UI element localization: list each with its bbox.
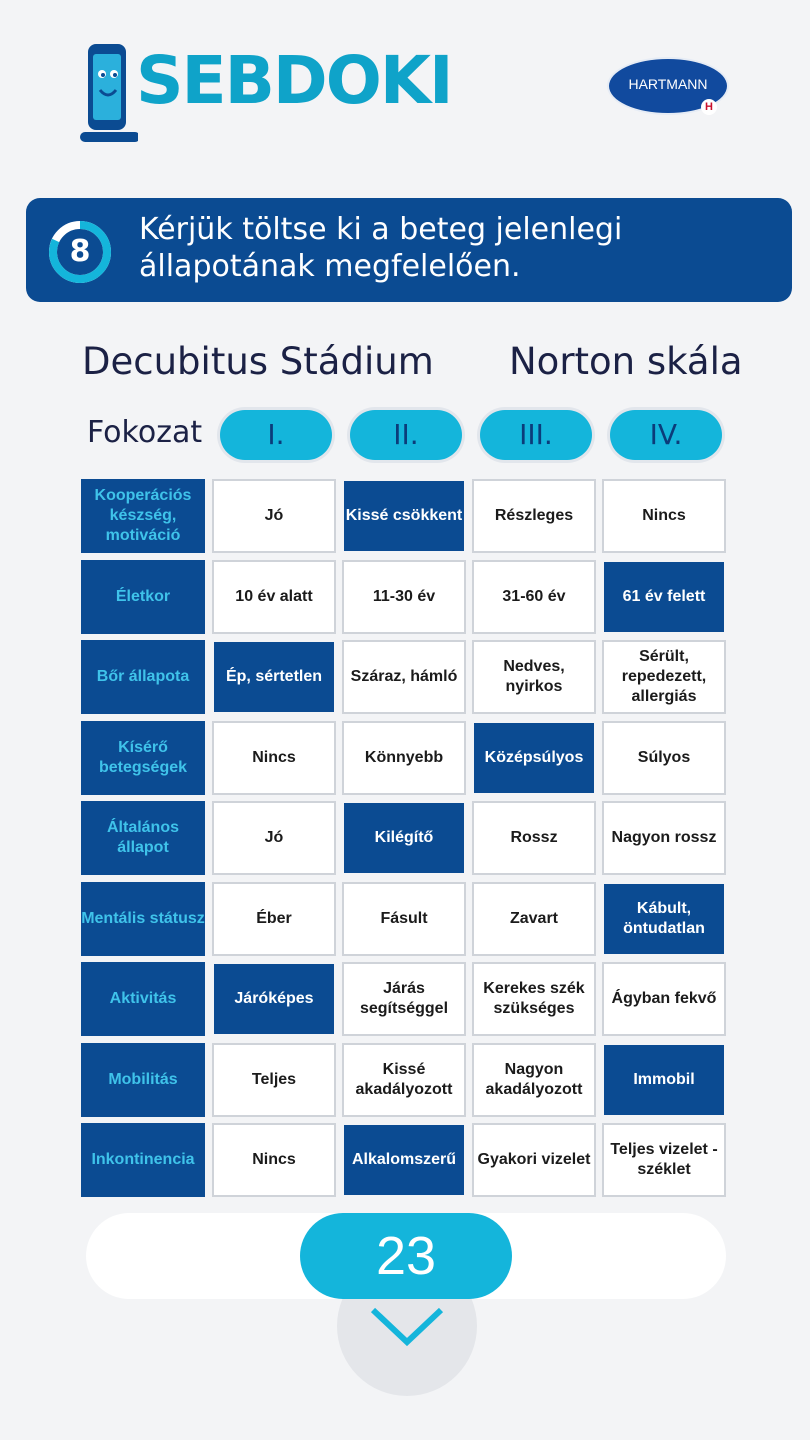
option-cell[interactable]: 11-30 év (342, 560, 466, 634)
option-cell[interactable]: Ágyban fekvő (602, 962, 726, 1036)
row-label: Mentális státusz (81, 882, 205, 956)
step-progress (48, 220, 112, 284)
option-cell[interactable]: Fásult (342, 882, 466, 956)
option-cell[interactable]: Könnyebb (342, 721, 466, 795)
option-cell[interactable]: Kábult, öntudatlan (602, 882, 726, 956)
grade-pill-4: IV. (610, 410, 722, 460)
option-cell[interactable]: Nincs (212, 1123, 336, 1197)
option-cell[interactable]: Jó (212, 479, 336, 553)
option-cell[interactable]: Nincs (212, 721, 336, 795)
row-label: Életkor (81, 560, 205, 634)
instruction-banner (26, 198, 792, 302)
option-cell[interactable]: Teljes (212, 1043, 336, 1117)
option-cell[interactable]: Jó (212, 801, 336, 875)
option-cell[interactable]: Gyakori vizelet (472, 1123, 596, 1197)
grade-pill-1: I. (220, 410, 332, 460)
grade-pill-3: III. (480, 410, 592, 460)
option-cell[interactable]: Járás segítséggel (342, 962, 466, 1036)
option-cell[interactable]: Zavart (472, 882, 596, 956)
sebdoki-logo (78, 40, 452, 150)
option-cell[interactable]: 61 év felett (602, 560, 726, 634)
logo-text: SEBDOKI (136, 42, 452, 119)
option-cell[interactable]: Járóképes (212, 962, 336, 1036)
brand-name: HARTMANN (628, 76, 708, 92)
decubitus-title: Decubitus Stádium (82, 340, 434, 383)
phone-mascot-icon (78, 40, 138, 150)
option-cell[interactable]: 31-60 év (472, 560, 596, 634)
grade-pill-2: II. (350, 410, 462, 460)
option-cell[interactable]: Nagyon rossz (602, 801, 726, 875)
option-cell[interactable]: Kissé csökkent (342, 479, 466, 553)
row-label: Bőr állapota (81, 640, 205, 714)
total-score: 23 (300, 1213, 512, 1299)
option-cell[interactable]: 10 év alatt (212, 560, 336, 634)
brand-badge: H (701, 99, 717, 115)
row-label: Inkontinencia (81, 1123, 205, 1197)
option-cell[interactable]: Középsúlyos (472, 721, 596, 795)
option-cell[interactable]: Kissé akadályozott (342, 1043, 466, 1117)
option-cell[interactable]: Száraz, hámló (342, 640, 466, 714)
norton-title: Norton skála (509, 340, 743, 383)
option-cell[interactable]: Részleges (472, 479, 596, 553)
chevron-down-icon (369, 1306, 445, 1352)
hartmann-logo (607, 57, 729, 115)
row-label: Kísérő betegségek (81, 721, 205, 795)
option-cell[interactable]: Nincs (602, 479, 726, 553)
option-cell[interactable]: Rossz (472, 801, 596, 875)
option-cell[interactable]: Nagyon akadályozott (472, 1043, 596, 1117)
option-cell[interactable]: Immobil (602, 1043, 726, 1117)
option-cell[interactable]: Teljes vizelet -széklet (602, 1123, 726, 1197)
option-cell[interactable]: Súlyos (602, 721, 726, 795)
option-cell[interactable]: Éber (212, 882, 336, 956)
step-number: 8 (69, 234, 91, 269)
row-label: Kooperációs készség, motiváció (81, 479, 205, 553)
option-cell[interactable]: Ép, sértetlen (212, 640, 336, 714)
option-cell[interactable]: Kerekes szék szükséges (472, 962, 596, 1036)
option-cell[interactable]: Sérült, repedezett, allergiás (602, 640, 726, 714)
row-label: Aktivitás (81, 962, 205, 1036)
option-cell[interactable]: Alkalomszerű (342, 1123, 466, 1197)
option-cell[interactable]: Kilégítő (342, 801, 466, 875)
row-label: Általános állapot (81, 801, 205, 875)
row-label: Mobilitás (81, 1043, 205, 1117)
grade-label: Fokozat (87, 415, 203, 450)
instruction-text: Kérjük töltse ki a beteg jelenlegi állapotának megfelelően. (139, 212, 623, 284)
option-cell[interactable]: Nedves, nyirkos (472, 640, 596, 714)
